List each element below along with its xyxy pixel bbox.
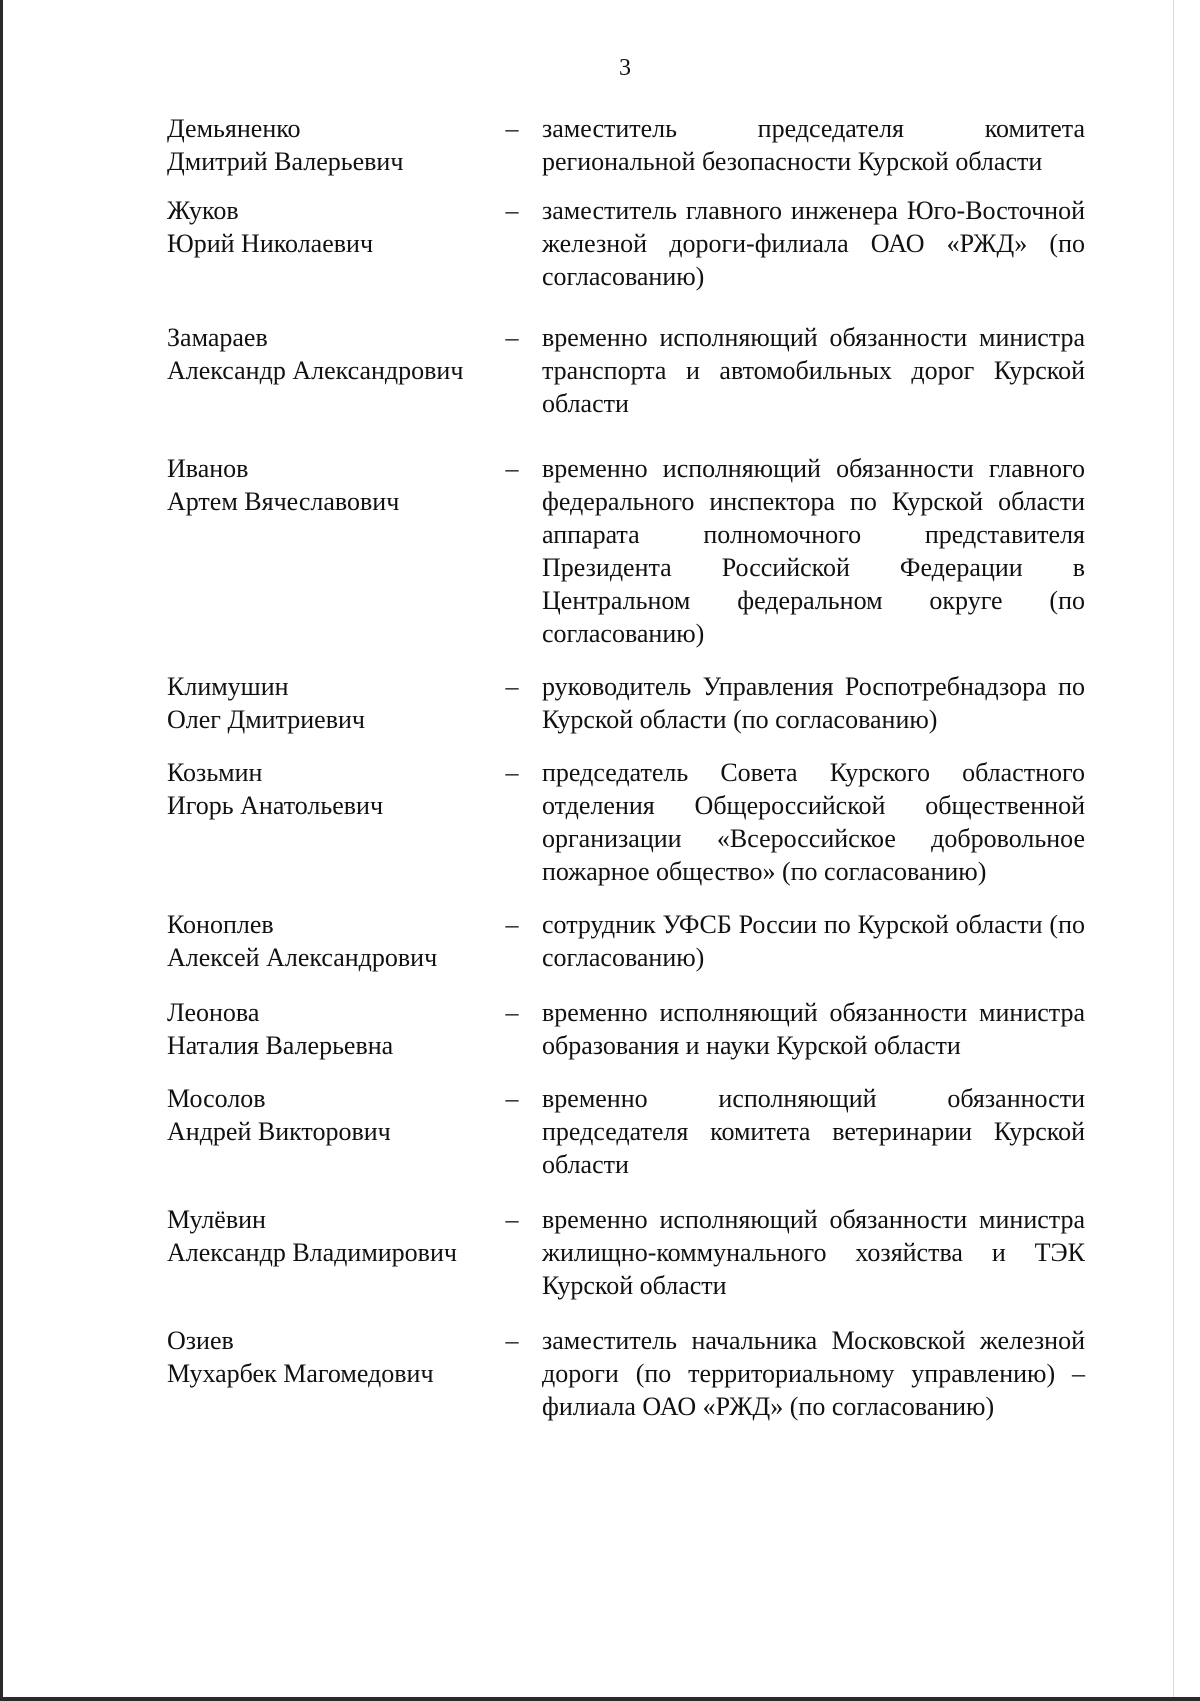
member-name <box>167 452 482 518</box>
member-role: временно исполняющий обязанности главного федерального инспектора по Курской области аппарата полномочного представителя Президента Российской Федерации в Центральном федеральном округе (по согласованию) <box>542 454 1085 648</box>
member-role: временно исполняющий обязанности министра жилищно-коммунального хозяйства и ТЭК Курской области <box>542 1205 1085 1300</box>
member-role: заместитель главного инженера Юго-Восточной железной дороги-филиала ОАО «РЖД» (по согласованию) <box>542 196 1085 291</box>
member-given-names: Александр Владимирович <box>167 1238 457 1267</box>
entry-dash: – <box>505 1326 519 1355</box>
member-entry <box>167 670 1085 736</box>
member-role: руководитель Управления Роспотребнадзора по Курской области (по согласованию) <box>542 672 1085 734</box>
scan-border-bottom <box>0 1697 1200 1701</box>
entry-dash: – <box>505 672 519 701</box>
entry-dash: – <box>505 196 519 225</box>
member-name <box>167 321 482 387</box>
entry-dash: – <box>505 1084 519 1113</box>
member-given-names: Алексей Александрович <box>167 943 438 972</box>
member-entry <box>167 112 1085 178</box>
member-entry <box>167 756 1085 888</box>
member-given-names: Артем Вячеславович <box>167 487 400 516</box>
entry-dash: – <box>505 758 519 787</box>
member-entry <box>167 908 1085 974</box>
member-given-names: Андрей Викторович <box>167 1117 391 1146</box>
member-role: временно исполняющий обязанности министра образования и науки Курской области <box>542 998 1085 1060</box>
member-name <box>167 194 482 260</box>
entry-dash: – <box>505 1205 519 1234</box>
entry-dash: – <box>505 910 519 939</box>
member-role: временно исполняющий обязанности председателя комитета ветеринарии Курской области <box>542 1084 1085 1179</box>
member-name <box>167 670 482 736</box>
member-given-names: Олег Дмитриевич <box>167 705 365 734</box>
member-role: сотрудник УФСБ России по Курской области (по согласованию) <box>542 910 1085 972</box>
member-given-names: Юрий Николаевич <box>167 229 374 258</box>
member-given-names: Игорь Анатольевич <box>167 791 384 820</box>
scan-border-left <box>0 0 3 1701</box>
member-name <box>167 996 482 1062</box>
member-role: заместитель председателя комитета региональной безопасности Курской области <box>542 114 1085 176</box>
member-given-names: Дмитрий Валерьевич <box>167 147 404 176</box>
member-name <box>167 756 482 822</box>
entry-dash: – <box>505 998 519 1027</box>
member-surname: Замараев <box>167 323 268 352</box>
member-role: председатель Совета Курского областного отделения Общероссийской общественной организации «Всероссийское добровольное пожарное общество» (по согласованию) <box>542 758 1085 886</box>
entry-dash: – <box>505 323 519 352</box>
member-name <box>167 1324 482 1390</box>
member-surname: Демьяненко <box>167 114 301 143</box>
member-surname: Озиев <box>167 1326 234 1355</box>
member-surname: Жуков <box>167 196 239 225</box>
member-name <box>167 908 482 974</box>
member-surname: Леонова <box>167 998 260 1027</box>
member-entry <box>167 996 1085 1062</box>
entry-dash: – <box>505 114 519 143</box>
member-given-names: Александр Александрович <box>167 356 464 385</box>
member-entry <box>167 194 1085 293</box>
member-list <box>167 112 1085 1423</box>
member-role: временно исполняющий обязанности министра транспорта и автомобильных дорог Курской области <box>542 323 1085 418</box>
member-surname: Козьмин <box>167 758 263 787</box>
member-entry <box>167 321 1085 420</box>
member-entry <box>167 1082 1085 1181</box>
member-name <box>167 1203 482 1269</box>
member-given-names: Мухарбек Магомедович <box>167 1359 434 1388</box>
member-entry <box>167 452 1085 650</box>
member-surname: Мосолов <box>167 1084 266 1113</box>
member-surname: Иванов <box>167 454 249 483</box>
member-surname: Коноплев <box>167 910 274 939</box>
member-surname: Климушин <box>167 672 289 701</box>
member-surname: Мулёвин <box>167 1205 266 1234</box>
member-name <box>167 112 482 178</box>
member-entry <box>167 1203 1085 1302</box>
member-name <box>167 1082 482 1148</box>
member-entry <box>167 1324 1085 1423</box>
page-number: 3 <box>619 55 631 81</box>
entry-dash: – <box>505 454 519 483</box>
member-role: заместитель начальника Московской железной дороги (по территориальному управлению) – филиала ОАО «РЖД» (по согласованию) <box>542 1326 1085 1421</box>
scan-border-right <box>1173 0 1174 1701</box>
member-given-names: Наталия Валерьевна <box>167 1031 394 1060</box>
